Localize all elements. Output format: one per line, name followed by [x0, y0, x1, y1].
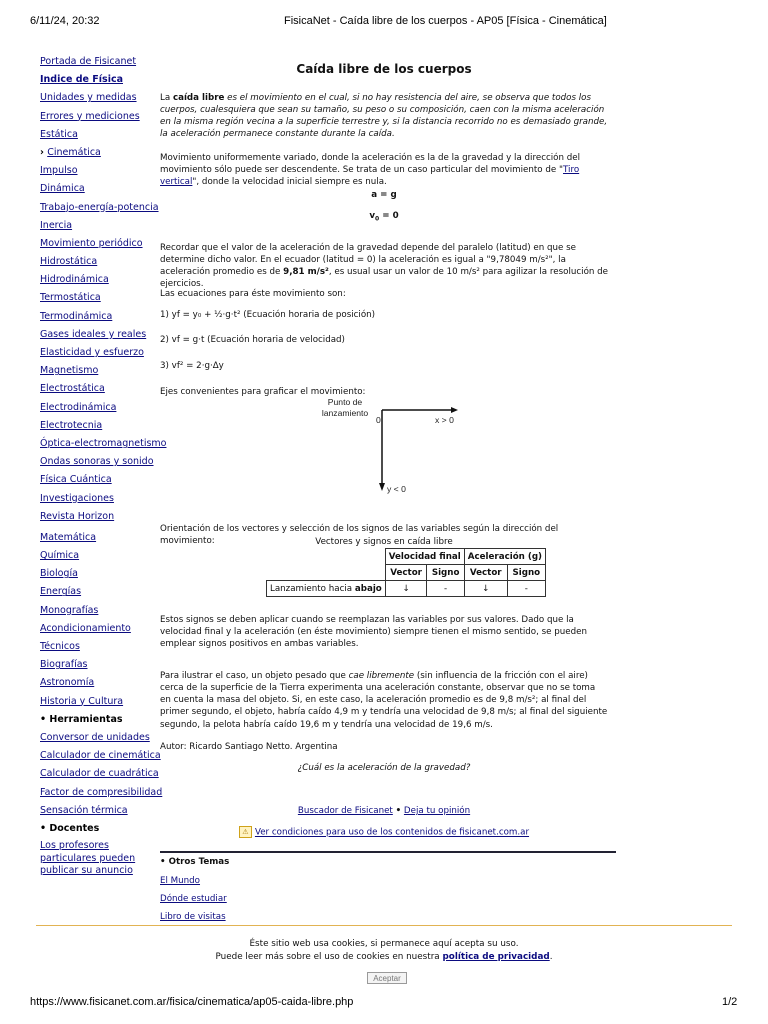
intro-text-a: La [160, 92, 173, 103]
axes-launch-label: Punto de lanzamiento [321, 397, 369, 418]
row-label-a: Lanzamiento hacia [270, 583, 355, 594]
sidebar-item-ondas[interactable]: Ondas sonoras y sonido [40, 456, 154, 468]
p5-text-a: Para ilustrar el caso, un objeto pesado que [160, 670, 349, 681]
p2-text-a: Movimiento uniformemente variado, donde la aceleración es la de la gravedad y la dirección del movimiento sólo puede ser descendente. Se trata de un caso particular del movimiento de " [160, 152, 581, 175]
sidebar-item-acondicionamiento[interactable]: Acondicionamiento [40, 622, 131, 634]
p3-bold: 9,81 m/s² [283, 267, 329, 278]
equation-1: 1) yf = y₀ + ½·g·t² (Ecuación horaria de posición) [160, 309, 376, 320]
cookie-line2-a: Puede leer más sobre el uso de cookies en nuestra [215, 952, 443, 962]
equations-intro: Las ecuaciones para éste movimiento son: [160, 288, 346, 299]
example-paragraph [160, 670, 608, 731]
section-divider [160, 851, 616, 853]
sidebar-item-biologia[interactable]: Biología [40, 568, 78, 580]
tiro-vertical-link[interactable]: Tiro vertical [160, 164, 580, 188]
sidebar-item-errores[interactable]: Errores y mediciones [40, 110, 140, 122]
down-arrow-icon: ↓ [385, 581, 427, 597]
author-line: Autor: Ricardo Santiago Netto. Argentina [160, 741, 338, 752]
intro-paragraph [160, 92, 608, 141]
table-cell-sign: - [507, 581, 545, 597]
sidebar-item-impulso[interactable]: Impulso [40, 165, 78, 177]
sidebar-item-label: Cinemática [47, 146, 101, 158]
table-sub-signo: Signo [427, 565, 464, 581]
sidebar-tool-cuadratica[interactable]: Calculador de cuadrática [40, 768, 159, 780]
sidebar-item-cuantica[interactable]: Física Cuántica [40, 474, 112, 486]
privacy-policy-link[interactable]: política de privacidad [442, 952, 550, 962]
buscador-link[interactable]: Buscador de Fisicanet [297, 806, 393, 816]
sidebar-item-movimiento-periodico[interactable]: Movimiento periódico [40, 237, 143, 249]
sidebar-item-tecnicos[interactable]: Técnicos [40, 641, 80, 652]
footer-links [160, 805, 608, 817]
sidebar-item-portada[interactable]: Portada de Fisicanet [40, 56, 137, 67]
sidebar-item-biografias[interactable]: Biografías [40, 659, 88, 671]
equation-a-g: a = g [371, 190, 397, 200]
warning-icon: ⚠ [239, 826, 252, 838]
bullet-separator: • [395, 806, 402, 816]
equation-v0 [160, 210, 608, 226]
sidebar-item-cinematica[interactable] [40, 146, 160, 164]
sidebar-section-docentes: • Docentes [40, 822, 100, 834]
sidebar-item-investigaciones[interactable]: Investigaciones [40, 492, 114, 504]
sidebar-item-unidades[interactable]: Unidades y medidas [40, 92, 137, 104]
cookie-text-line1: Éste sitio web usa cookies, si permanece aquí acepta su uso. [249, 939, 519, 949]
otros-link-estudiar[interactable]: Dónde estudiar [160, 894, 227, 904]
table-sub-vector: Vector [464, 565, 507, 581]
sidebar-item-electrostatica[interactable]: Electrostática [40, 383, 105, 395]
sidebar-tool-conversor[interactable]: Conversor de unidades [40, 731, 150, 743]
sidebar-item-dinamica[interactable]: Dinámica [40, 183, 85, 195]
sidebar-section-herramientas: • Herramientas [40, 713, 123, 725]
otros-link-mundo[interactable]: El Mundo [160, 876, 201, 886]
sidebar-item-gases[interactable]: Gases ideales y reales [40, 328, 147, 340]
p5-italic: cae libremente [348, 670, 415, 681]
otros-link-visitas[interactable]: Libro de visitas [160, 912, 226, 922]
sidebar-item-quimica[interactable]: Química [40, 550, 80, 562]
sidebar-item-termostatica[interactable]: Termostática [40, 292, 101, 304]
page-title: Caída libre de los cuerpos [296, 62, 472, 76]
sidebar-item-hidrodinamica[interactable]: Hidrodinámica [40, 274, 109, 286]
cookie-text-line2 [36, 952, 732, 962]
p2-text-b: ", donde la velocidad inicial siempre es nula. [192, 177, 387, 188]
eq2-rest: = 0 [379, 211, 399, 221]
table-cell-sign: - [427, 581, 464, 597]
current-marker: › [40, 146, 44, 158]
equation-3: 3) vf² = 2·g·Δy [160, 360, 224, 371]
intro-bold: caída libre [172, 92, 225, 103]
axes-diagram [310, 393, 460, 503]
print-page-title: FisicaNet - Caída libre de los cuerpos - AP05 [Física - Cinemática] [284, 15, 607, 27]
sidebar-item-matematica[interactable]: Matemática [40, 531, 97, 543]
sidebar-item-inercia[interactable]: Inercia [40, 219, 73, 231]
orientation-paragraph: Orientación de los vectores y selección de los signos de las variables según la dirección del movimiento: [160, 523, 559, 546]
sidebar-item-magnetismo[interactable]: Magnetismo [40, 365, 99, 377]
p5-text-b: (sin influencia de la fricción con el aire) cerca de la superficie de la Tierra experimenta una aceleración constante, observar que no se toma en cuenta la masa del objeto. Si, en este caso, la aceleración promedio es de 9,8 m/s²; al final del primer segundo, el objeto, habría caído 4,9 m y tendría una velocidad de 9,8 m/s; al final del siguiente segundo, la pelota habría caído 19,6 m y tendría una velocidad de 19,6 m/s. [160, 670, 608, 730]
sidebar-item-hidrostatica[interactable]: Hidrostática [40, 256, 98, 268]
axes-y-label: y < 0 [387, 484, 406, 494]
sidebar-docentes-link[interactable]: Los profesores particulares pueden publicar su anuncio [40, 840, 136, 877]
paragraph-gravedad [160, 242, 608, 291]
table-row-label [267, 581, 386, 597]
eq2-base: v [369, 211, 376, 221]
table-header-velocidad: Velocidad final [385, 549, 464, 565]
sidebar-tool-cinematica[interactable]: Calculador de cinemática [40, 750, 161, 762]
axes-x-label: x > 0 [435, 415, 454, 425]
sidebar-item-trabajo[interactable]: Trabajo-energía-potencia [40, 201, 159, 213]
sidebar-item-electrodinamica[interactable]: Electrodinámica [40, 401, 117, 413]
table-caption: Vectores y signos en caída libre [315, 537, 453, 547]
table-empty-cell [267, 549, 386, 565]
print-url: https://www.fisicanet.com.ar/fisica/cinematica/ap05-caida-libre.php [30, 996, 354, 1008]
question-link: ¿Cuál es la aceleración de la gravedad? [297, 762, 471, 773]
sidebar-nav [40, 55, 167, 878]
sidebar-item-historia[interactable]: Historia y Cultura [40, 695, 124, 707]
signs-paragraph: Estos signos se deben aplicar cuando se reemplazan las variables por sus valores. Dado que la velocidad final y la aceleración (en éste movimiento) siempre tienen el mismo sentido, se pueden emplear signos positivos en ambas variables. [160, 614, 587, 650]
sidebar-tool-compresibilidad[interactable]: Factor de compresibilidad [40, 786, 163, 798]
axes-arrows [310, 393, 460, 503]
print-page-count: 1/2 [722, 996, 738, 1008]
table-header-aceleracion: Aceleración (g) [464, 549, 545, 565]
conditions-link[interactable]: Ver condiciones para uso de los contenidos de fisicanet.com.ar [254, 827, 530, 838]
p3-text-a: Recordar que el valor de la aceleración de la gravedad depende del paralelo (latitud) en que se determine dicho valor. En el ecuador (latitud = 0) la aceleración es igual a "9,78049 m/s²", la aceleración promedio es de [160, 242, 576, 278]
axes-intro: Ejes convenientes para graficar el movimiento: [160, 386, 366, 397]
eq2-subscript: 0 [375, 215, 380, 223]
table-sub-signo: Signo [507, 565, 545, 581]
row-label-b: abajo [354, 583, 382, 594]
down-arrow-icon: ↓ [464, 581, 507, 597]
print-datetime: 6/11/24, 20:32 [30, 15, 100, 27]
sidebar-item-termodinamica[interactable]: Termodinámica [40, 310, 113, 322]
paragraph-movimiento [160, 152, 608, 189]
otros-temas-header: • Otros Temas [160, 857, 230, 867]
signs-table [266, 548, 546, 597]
conditions-row [160, 826, 608, 839]
intro-text-b: es el movimiento en el cual, si no hay resistencia del aire, se observa que todos los cuerpos, cualesquiera que sean su tamaño, su peso o su composición, caen con la misma aceleración en la misma región vecina a la superficie terrestre y, si la distancia recorrido no es demasiado grande, la aceleración permanece constante durante la caída. [160, 92, 608, 140]
sidebar-item-indice[interactable]: Indice de Física [40, 74, 123, 86]
sidebar-item-astronomia[interactable]: Astronomía [40, 677, 95, 689]
sidebar-item-monografias[interactable]: Monografías [40, 604, 99, 616]
cookie-line2-b: . [549, 952, 553, 962]
sidebar-item-elasticidad[interactable]: Elasticidad y esfuerzo [40, 347, 144, 358]
equation-2: 2) vf = g·t (Ecuación horaria de velocidad) [160, 334, 345, 345]
sidebar-item-energias[interactable]: Energías [40, 586, 82, 598]
table-sub-vector: Vector [385, 565, 427, 581]
cookie-banner-border [36, 925, 732, 926]
sidebar-item-optica[interactable]: Óptica-electromagnetismo [40, 437, 167, 449]
table-empty-cell [267, 565, 386, 581]
accept-cookies-button[interactable]: Aceptar [367, 972, 407, 984]
sidebar-tool-sensacion[interactable]: Sensación térmica [40, 804, 128, 816]
sidebar-item-horizon[interactable]: Revista Horizon [40, 510, 115, 522]
sidebar-item-electrotecnia[interactable]: Electrotecnia [40, 419, 103, 431]
opinion-link[interactable]: Deja tu opinión [403, 806, 471, 816]
p3-text-b: , es usual usar un valor de 10 m/s² para agilizar la resolución de ejercicios. [160, 267, 609, 290]
sidebar-item-estatica[interactable]: Estática [40, 128, 78, 140]
axes-origin-label: 0 [376, 415, 381, 425]
